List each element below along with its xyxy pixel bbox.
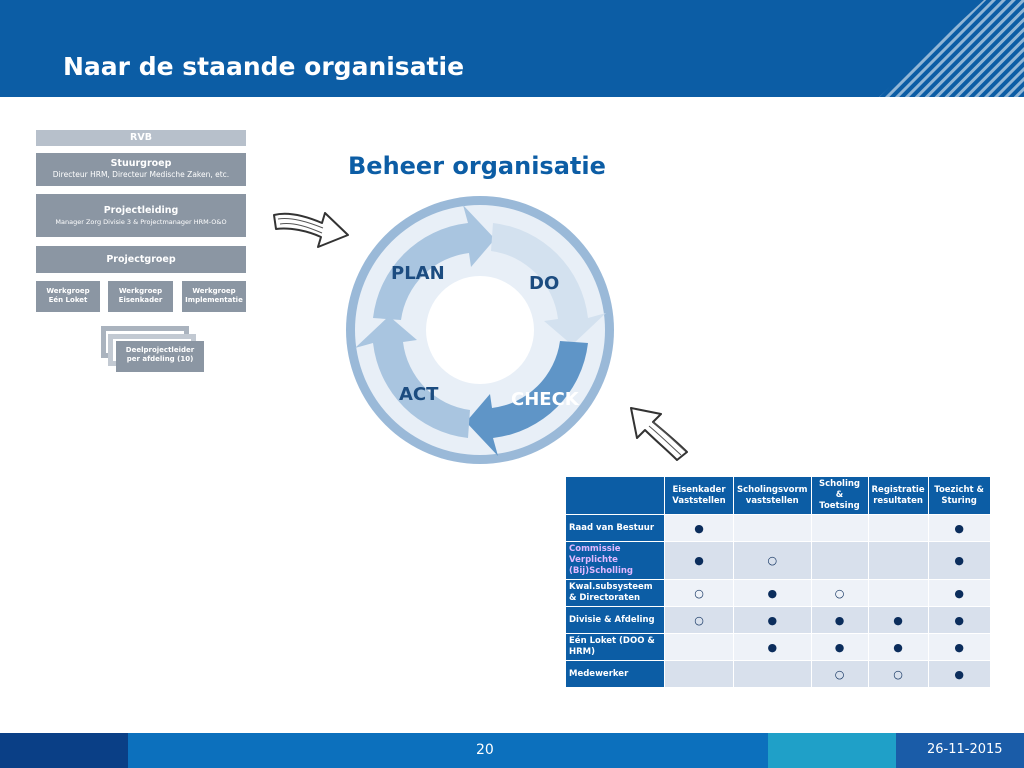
matrix-cell (812, 515, 868, 541)
matrix-row (566, 607, 990, 633)
matrix-col-header: Eisenkader Vaststellen (665, 477, 733, 514)
matrix-col-header: Registratie resultaten (869, 477, 928, 514)
matrix-cell: ○ (812, 661, 868, 687)
werkgroep-een-loket (36, 281, 100, 312)
werkgroep-eisenkader (108, 281, 173, 312)
org-rvb (36, 130, 246, 146)
matrix-row (566, 542, 990, 579)
matrix-cell: ● (929, 542, 990, 579)
pdca-label-plan: PLAN (391, 263, 445, 284)
matrix-cell: ○ (665, 580, 733, 606)
footer-date: 26-11-2015 (927, 742, 1003, 757)
matrix-cell: ● (734, 580, 811, 606)
matrix-cell: ○ (734, 542, 811, 579)
matrix-cell: ● (869, 634, 928, 660)
werkgroep-label: Werkgroep (118, 287, 163, 295)
matrix-cell: ● (929, 634, 990, 660)
deelprojectleider-card (116, 341, 204, 372)
pdca-label-act: ACT (399, 384, 439, 405)
matrix-row-label: Raad van Bestuur (566, 515, 664, 541)
werkgroep-label: Werkgroep (192, 287, 236, 295)
matrix-cell: ● (734, 607, 811, 633)
org-rvb-label: RVB (130, 132, 152, 143)
matrix-col-header: Scholing & Toetsing (812, 477, 868, 514)
footer-segment-teal (768, 733, 896, 768)
matrix-cell (734, 515, 811, 541)
werkgroep-label: Werkgroep (46, 287, 90, 295)
org-projectleiding-title: Projectleiding (103, 205, 179, 216)
org-stuurgroep (36, 153, 246, 186)
diagram-title: Beheer organisatie (348, 152, 606, 180)
matrix-row (566, 580, 990, 606)
matrix-cell: ○ (665, 607, 733, 633)
footer-segment-dark (0, 733, 128, 768)
matrix-cell: ● (929, 580, 990, 606)
org-stuurgroep-title: Stuurgroep (110, 158, 172, 169)
matrix-corner (566, 477, 664, 514)
matrix-cell: ● (665, 542, 733, 579)
matrix-row-label: Commissie Verplichte (Bij)Scholling (566, 542, 664, 579)
pdca-center (426, 276, 534, 384)
matrix-cell: ● (665, 515, 733, 541)
matrix-col-header: Toezicht & Sturing (929, 477, 990, 514)
matrix-cell (665, 634, 733, 660)
werkgroep-implementatie (182, 281, 246, 312)
matrix-row-label: Divisie & Afdeling (566, 607, 664, 633)
matrix-cell: ● (869, 607, 928, 633)
pdca-label-check: CHECK (511, 389, 579, 410)
matrix-cell: ● (812, 607, 868, 633)
matrix-cell (734, 661, 811, 687)
header-stripes-decoration (784, 0, 1024, 97)
matrix-cell: ● (929, 607, 990, 633)
matrix-row (566, 661, 990, 687)
matrix-cell: ● (929, 515, 990, 541)
footer-segment-main (128, 733, 768, 768)
deelprojectleider-count: per afdeling (10) (126, 355, 194, 363)
slide-title: Naar de staande organisatie (63, 52, 465, 81)
org-projectleiding-sub: Manager Zorg Divisie 3 & Projectmanager HRM-O&O (55, 218, 227, 226)
header-bar (0, 0, 1024, 97)
matrix-row (566, 515, 990, 541)
footer-bar (0, 733, 1024, 768)
matrix-cell: ● (929, 661, 990, 687)
matrix-cell (665, 661, 733, 687)
responsibility-matrix (565, 476, 991, 688)
matrix-cell: ● (734, 634, 811, 660)
matrix-row-label: Eén Loket (DOO & HRM) (566, 634, 664, 660)
matrix-cell (869, 515, 928, 541)
matrix-cell: ● (812, 634, 868, 660)
deelprojectleider-label: Deelprojectleider (125, 346, 195, 354)
pdca-label-do: DO (529, 273, 560, 294)
matrix-col-header: Scholingsvorm vaststellen (734, 477, 811, 514)
org-projectgroep (36, 246, 246, 273)
matrix-row-label: Kwal.subsysteem & Directoraten (566, 580, 664, 606)
werkgroep-name: Eén Loket (48, 296, 88, 304)
werkgroep-name: Eisenkader (118, 296, 163, 304)
org-projectleiding (36, 194, 246, 237)
matrix-cell (869, 580, 928, 606)
matrix-row (566, 634, 990, 660)
matrix-cell: ○ (869, 661, 928, 687)
matrix-header-row (566, 477, 990, 514)
matrix-row-label: Medewerker (566, 661, 664, 687)
page-number: 20 (476, 742, 494, 758)
sketch-arrow-bottom (625, 402, 691, 464)
matrix-cell (869, 542, 928, 579)
org-projectgroep-label: Projectgroep (106, 254, 176, 265)
matrix-cell: ○ (812, 580, 868, 606)
matrix-cell (812, 542, 868, 579)
org-stuurgroep-sub: Directeur HRM, Directeur Medische Zaken, etc. (52, 170, 230, 179)
werkgroep-name: Implementatie (185, 296, 243, 304)
pdca-cycle (343, 193, 618, 468)
